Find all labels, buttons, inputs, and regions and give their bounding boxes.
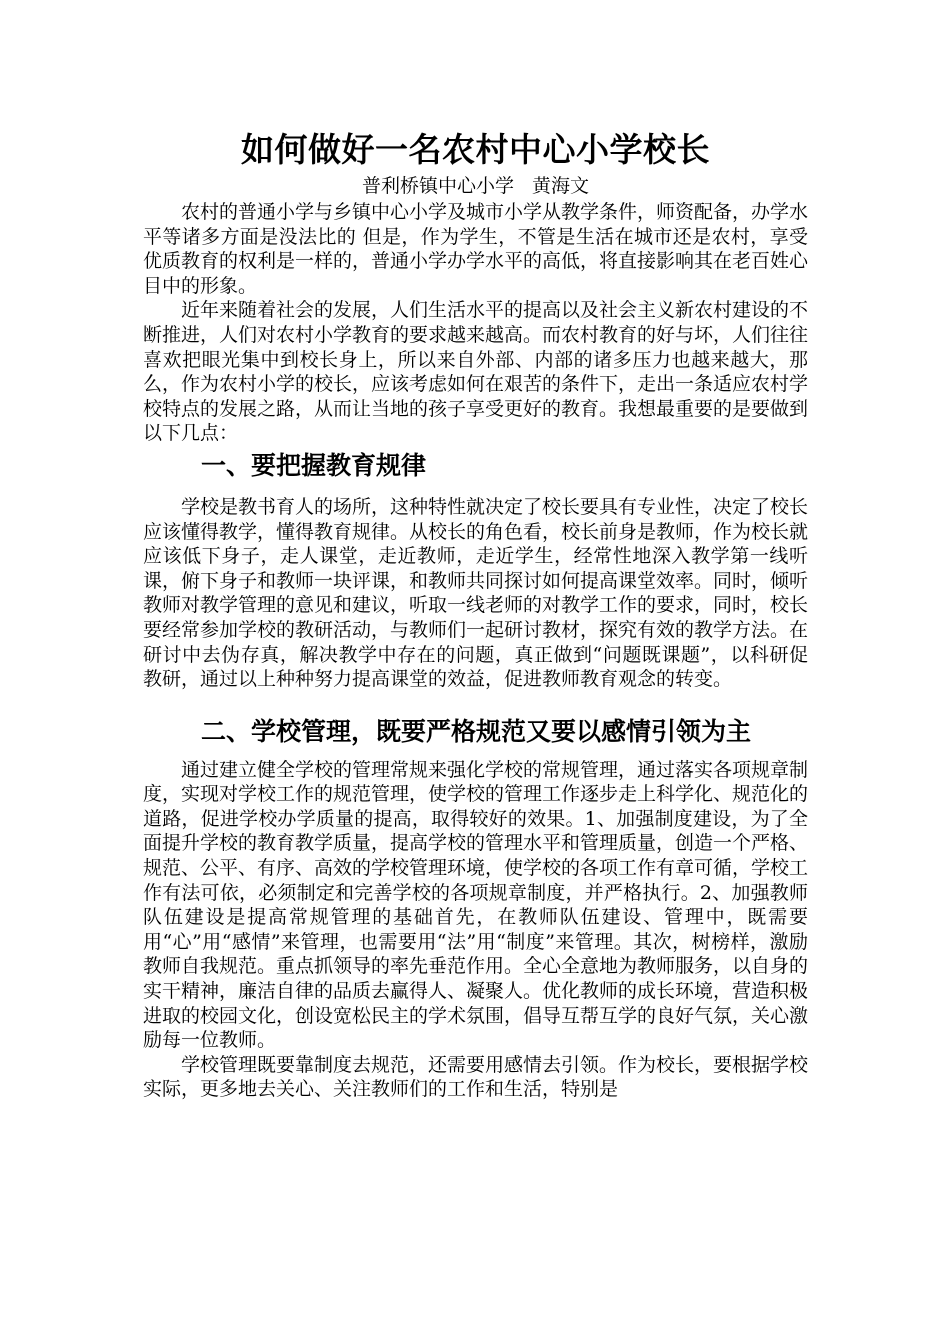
document-body <box>143 126 808 1102</box>
intro-paragraph-1: 农村的普通小学与乡镇中心小学及城市小学从教学条件，师资配备，办学水平等诸多方面是没法比的 但是，作为学生，不管是生活在城市还是农村，享受优质教育的权利是一样的，普通小学办学水平的高低，将直接影响其在老百姓心目中的形象。 <box>143 201 809 297</box>
document-title: 如何做好一名农村中心小学校长 <box>241 130 710 169</box>
section-1-paragraph-1: 学校是教书育人的场所，这种特性就决定了校长要具有专业性，决定了校长应该懂得教学，懂得教育规律。从校长的角色看，校长前身是教师，作为校长就应该低下身子，走人课堂，走近教师，走近学生，经常性地深入教学第一线听课，俯下身子和教师一块评课，和教师共同探讨如何提高课堂效率。同时，倾听教师对教学管理的意见和建议，听取一线老师的对教学工作的要求，同时，校长要经常参加学校的教研活动，与教师们一起研讨教材，探究有效的教学方法。在研讨中去伪存真，解决教学中存在的问题，真正做到“问题既课题”，以科研促教研，通过以上种种努力提高课堂的效益，促进教师教育观念的转变。 <box>143 495 809 691</box>
section-2-paragraph-1: 通过建立健全学校的管理常规来强化学校的常规管理，通过落实各项规章制度，实现对学校工作的规范管理，使学校的管理工作逐步走上科学化、规范化的道路，促进学校办学质量的提高，取得较好的效果。1、加强制度建设，为了全面提升学校的教育教学质量，提高学校的管理水平和管理质量，创造一个严格、规范、公平、有序、高效的学校管理环境，使学校的各项工作有章可循，学校工作有法可依，必须制定和完善学校的各项规章制度，并严格执行。2、加强教师队伍建设是提高常规管理的基础首先，在教师队伍建设、管理中，既需要用“心”用“感情”来管理，也需要用“法”用“制度”来管理。其次，树榜样，激励教师自我规范。重点抓领导的率先垂范作用。全心全意地为教师服务，以自身的实干精神，廉洁自律的品质去赢得人、凝聚人。优化教师的成长环境，营造积极进取的校园文化，创设宽松民主的学术氛围，倡导互帮互学的良好气氛，关心激励每一位教师。 <box>143 758 809 1052</box>
section-2-paragraph-2: 学校管理既要靠制度去规范，还需要用感情去引领。作为校长，要根据学校实际，更多地去关心、关注教师们的工作和生活，特别是 <box>143 1053 809 1101</box>
section-2-heading: 二、学校管理，既要严格规范又要以感情引领为主 <box>201 716 752 746</box>
section-1-heading: 一、要把握教育规律 <box>201 450 427 480</box>
intro-paragraph-2: 近年来随着社会的发展，人们生活水平的提高以及社会主义新农村建设的不断推进，人们对农村小学教育的要求越来越高。而农村教育的好与坏，人们往往喜欢把眼光集中到校长身上，所以来自外部、内部的诸多压力也越来越大，那么，作为农村小学的校长，应该考虑如何在艰苦的条件下，走出一条适应农村学校特点的发展之路，从而让当地的孩子享受更好的教育。我想最重要的是要做到以下几点： <box>143 299 809 445</box>
author-line: 普利桥镇中心小学 黄海文 <box>361 175 590 197</box>
